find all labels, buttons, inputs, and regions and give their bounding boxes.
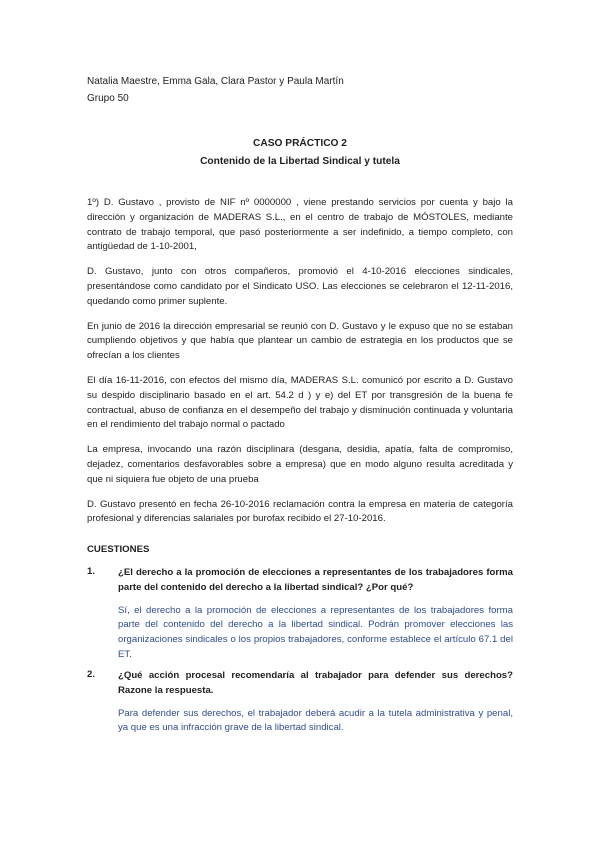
question-text: ¿Qué acción procesal recomendaría al trabajador para defender sus derechos? Razone la respuesta. <box>118 670 513 696</box>
questions-heading: CUESTIONES <box>87 544 150 555</box>
group-line: Grupo 50 <box>87 93 129 104</box>
paragraph-4: El día 16-11-2016, con efectos del mismo día, MADERAS S.L. comunicó por escrito a D. Gustavo su despido disciplinario basado en el art. 54.2 d ) y e) del ET por transgresión de la buena fe contractual, abuso de confianza en el desempeño del trabajo y disminución continuada y voluntaria en el rendimiento del trabajo normal o pactado <box>87 374 513 431</box>
case-subtitle: Contenido de la Libertad Sindical y tutela <box>200 156 400 167</box>
title-block <box>87 135 513 171</box>
question-text: ¿El derecho a la promoción de elecciones a representantes de los trabajadores forma parte del contenido del derecho a la libertad sindical? ¿Por qué? <box>118 567 513 593</box>
question-item-1 <box>87 566 513 663</box>
question-number: 1. <box>87 566 96 577</box>
paragraph-3: En junio de 2016 la dirección empresarial se reunió con D. Gustavo y le expuso que no se estaban cumpliendo objetivos y que había que plantear un cambio de estrategia en los productos que se ofrecían a los clientes <box>87 320 513 362</box>
authors-line: Natalia Maestre, Emma Gala, Clara Pastor y Paula Martín <box>87 76 344 87</box>
case-title: CASO PRÁCTICO 2 <box>253 138 347 149</box>
paragraph-5: La empresa, invocando una razón disciplinara (desgana, desidia, apatía, falta de compromiso, dejadez, comentarios desfavorables sobre a empresa) que en modo alguno resulta acreditada y que ni siquiera fue objeto de una prueba <box>87 444 513 485</box>
case-body <box>87 196 513 537</box>
paragraph-1: 1º) D. Gustavo , provisto de NIF nº 0000000 , viene prestando servicios por cuenta y bajo la dirección y organización de MADERAS S.L., en el centro de trabajo de MÓSTOLES, mediante contrato de trabajo temporal, que pasó posteriormente a ser indefinido, a tiempo completo, con antigüedad de 1-10-2001, <box>87 197 513 253</box>
paragraph-6: D. Gustavo presentó en fecha 26-10-2016 reclamación contra la empresa en materia de categoría profesional y diferencias salariales por burofax recibido el 27-10-2016. <box>87 498 513 525</box>
answer-text: Para defender sus derechos, el trabajador deberá acudir a la tutela administrativa y penal, ya que es una infracción grave de la libertad sindical. <box>118 707 513 734</box>
author-block <box>87 73 344 107</box>
question-number: 2. <box>87 669 96 680</box>
answer-text: Sí, el derecho a la promoción de elecciones a representantes de los trabajadores forma parte del contenido del derecho a la libertad sindical. Podrán promover elecciones las organizaciones sindicales o los propios trabajadores, conforme establece el artículo 67.1 del ET. <box>118 604 513 660</box>
question-item-2 <box>87 669 513 736</box>
paragraph-2: D. Gustavo, junto con otros compañeros, promovió el 4-10-2016 elecciones sindicales, presentándose como candidato por el Sindicato USO. Las elecciones se celebraron el 12-11-2016, quedando como primer suplente. <box>87 266 513 307</box>
